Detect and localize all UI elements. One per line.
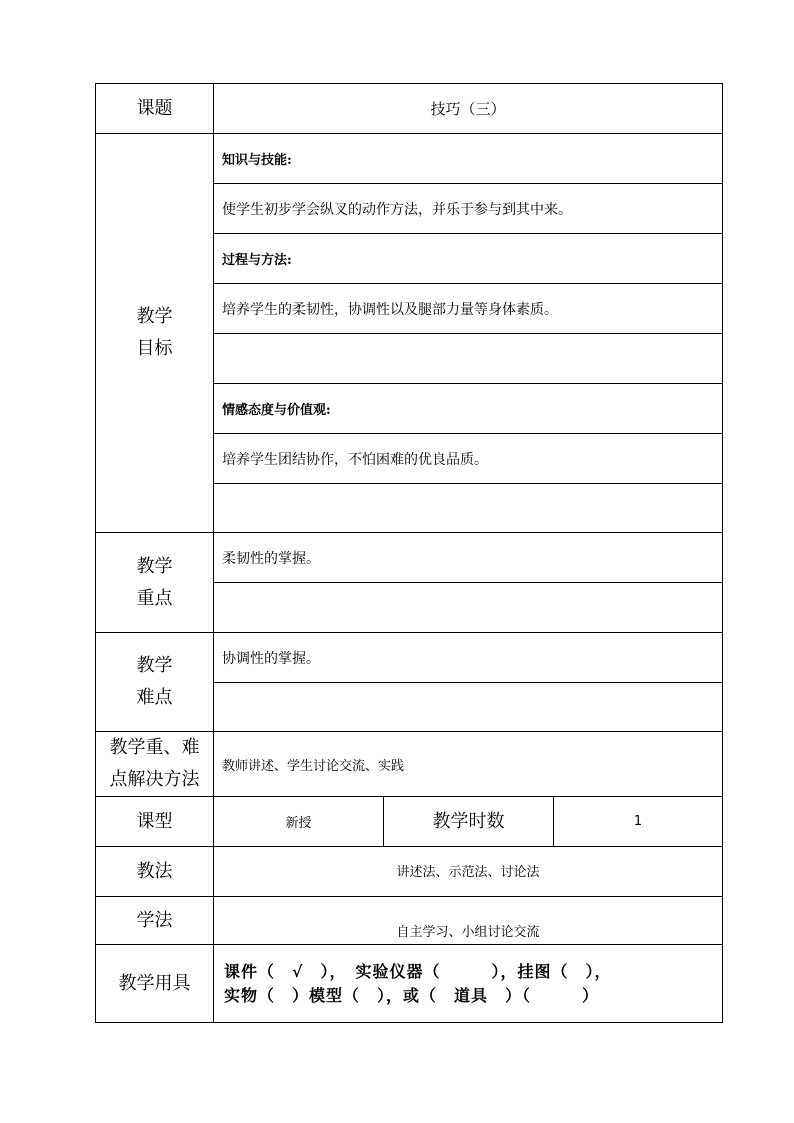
process-text: 培养学生的柔韧性，协调性以及腿部力量等身体素质。 [214, 284, 723, 334]
difficulty-label [96, 633, 214, 732]
teaching-method-label: 教法 [96, 847, 214, 897]
tools-value [214, 945, 723, 1023]
objectives-label-line-2: 目标 [136, 338, 173, 359]
empty-row [214, 683, 723, 732]
difficulty-label-line-1: 教学 [136, 655, 173, 676]
empty-row [214, 484, 723, 533]
topic-label: 课题 [96, 84, 214, 134]
tools-label: 教学用具 [96, 945, 214, 1023]
process-heading: 过程与方法: [214, 234, 723, 284]
topic-value: 技巧（三） [214, 84, 723, 134]
hours-value: 1 [554, 797, 723, 847]
empty-row [214, 334, 723, 384]
tools-line-1: 课件（ √ ）， 实验仪器（ ），挂图（ ）， [224, 961, 612, 981]
lesson-type-label: 课型 [96, 797, 214, 847]
difficulty-text: 协调性的掌握。 [214, 633, 723, 683]
knowledge-heading: 知识与技能: [214, 134, 723, 184]
emotion-heading: 情感态度与价值观: [214, 384, 723, 434]
solution-label-line-1: 教学重、难 [109, 737, 200, 758]
knowledge-text: 使学生初步学会纵叉的动作方法，并乐于参与到其中来。 [214, 184, 723, 234]
learning-method-value: 自主学习、小组讨论交流 [214, 897, 723, 945]
tools-line-2: 实物（ ）模型（ ），或（ 道具 ）（ ） [224, 985, 600, 1005]
empty-row [214, 583, 723, 633]
learning-method-label: 学法 [96, 897, 214, 945]
focus-label-line-2: 重点 [136, 587, 173, 609]
solution-label-line-2: 点解决方法 [109, 769, 200, 790]
hours-label: 教学时数 [384, 797, 554, 847]
lesson-plan-table [95, 83, 723, 1023]
focus-text: 柔韧性的掌握。 [214, 533, 723, 583]
objectives-label-line-1: 教学 [136, 306, 173, 327]
teaching-method-value: 讲述法、示范法、讨论法 [214, 847, 723, 897]
solution-label [96, 732, 214, 797]
difficulty-label-line-2: 难点 [136, 687, 173, 708]
emotion-text: 培养学生团结协作，不怕困难的优良品质。 [214, 434, 723, 484]
focus-label-line-1: 教学 [136, 555, 173, 577]
lesson-type-value: 新授 [214, 797, 384, 847]
solution-text: 教师讲述、学生讨论交流、实践 [214, 732, 723, 797]
focus-label [96, 533, 214, 633]
objectives-label [96, 134, 214, 533]
